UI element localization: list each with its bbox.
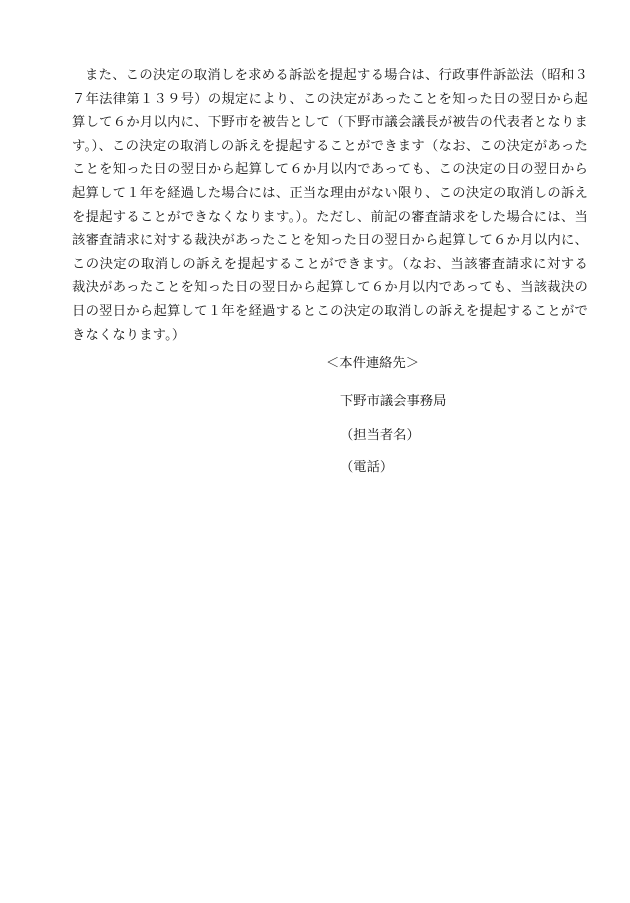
- contact-phone: （電話）: [340, 460, 394, 475]
- body-paragraph: また、この決定の取消しを求める訴訟を提起する場合は、行政事件訴訟法（昭和３７年法律第１３９号）の規定により、この決定があったことを知った日の翌日から起算して６か月以内に、下野市を被告として（下野市議会議長が被告の代表者となります。）、この決定の取消しの訴えを提起することができます（なお、この決定があったことを知った日の翌日から起算して６か月以内であっても、この決定の日の翌日から起算して１年を経過した場合には、正当な理由がない限り、この決定の取消しの訴えを提起することができなくなります。）。ただし、前記の審査請求をした場合には、当該審査請求に対する裁決があったことを知った日の翌日から起算して６か月以内に、この決定の取消しの訴えを提起することができます。（なお、当該審査請求に対する裁決があったことを知った日の翌日から起算して６か月以内であっても、当該裁決の日の翌日から起算して１年を経過するとこの決定の取消しの訴えを提起することができなくなります。）: [72, 68, 588, 343]
- contact-person: （担当者名）: [340, 428, 420, 443]
- contact-office: 下野市議会事務局: [340, 394, 447, 409]
- contact-heading: ＜本件連絡先＞: [326, 356, 420, 371]
